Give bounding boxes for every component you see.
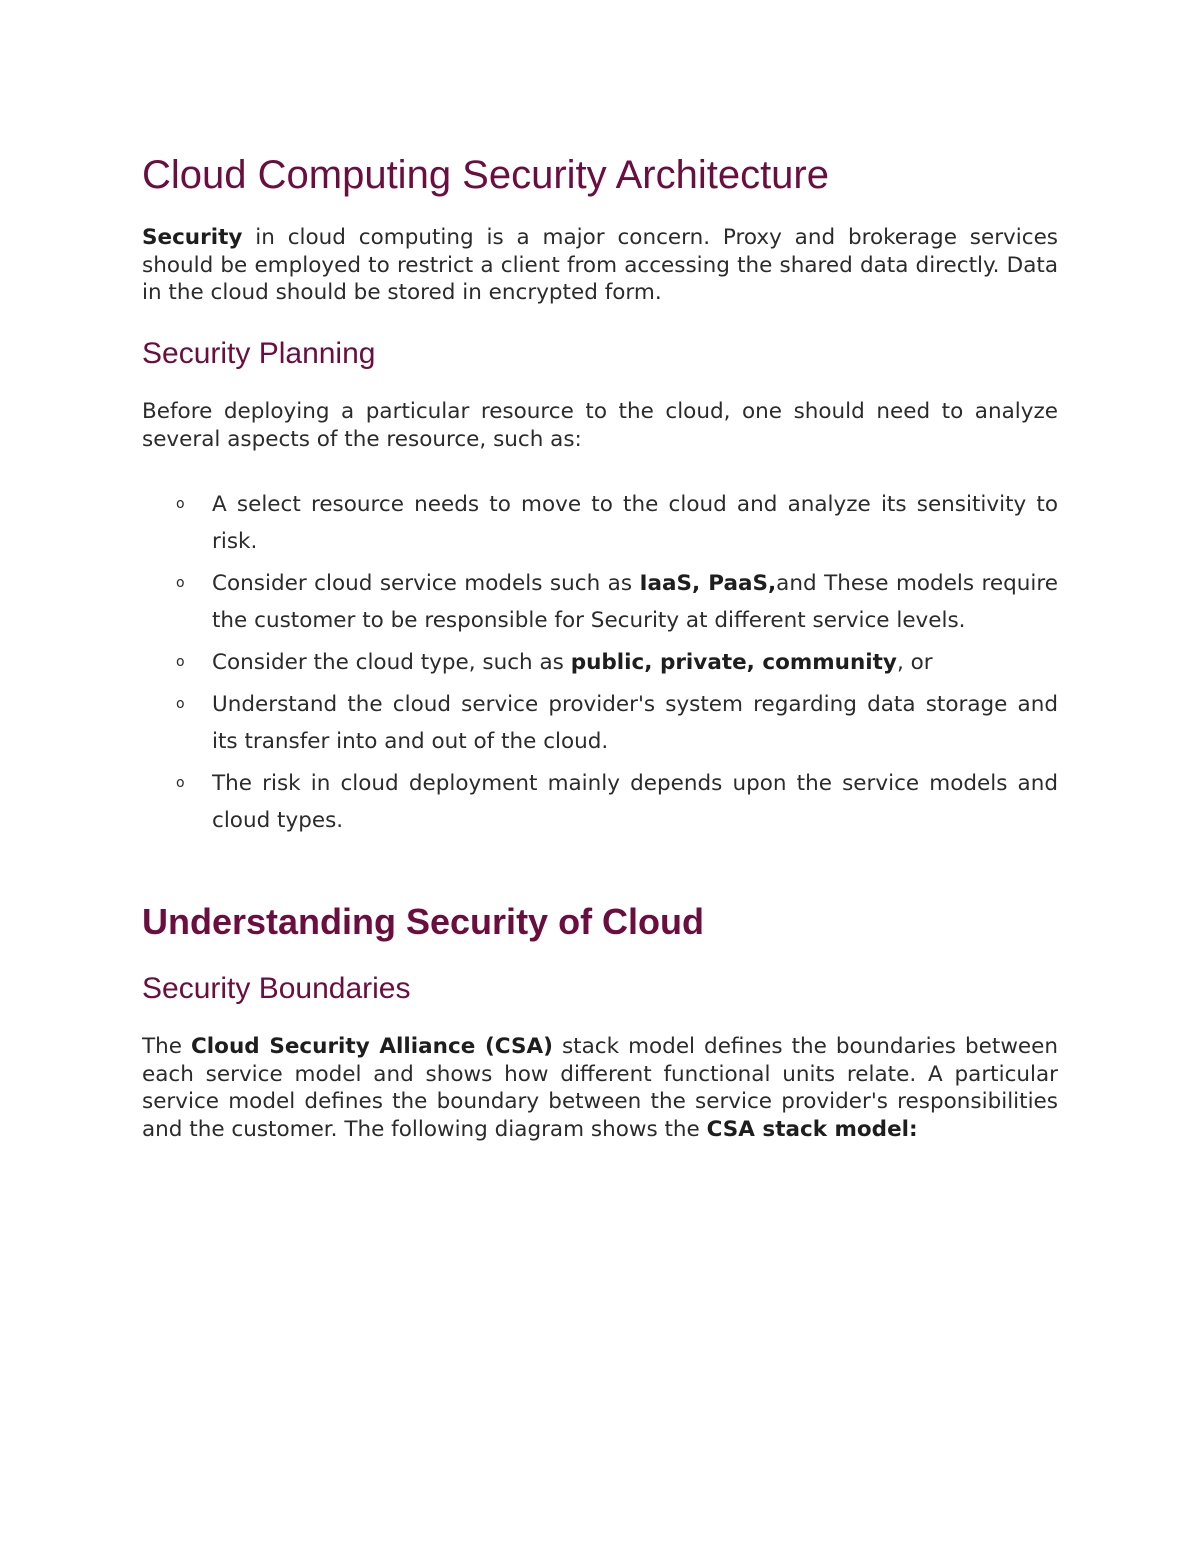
csa-bold-stack-model: CSA stack model: bbox=[706, 1116, 918, 1142]
bullet-circle-icon: o bbox=[176, 654, 185, 670]
bullet-circle-icon: o bbox=[176, 496, 185, 512]
planning-bullet-list bbox=[142, 486, 1058, 844]
bullet-text: A select resource needs to move to the cloud and analyze its sensitivity to risk. bbox=[212, 492, 1058, 554]
bullet-bold-types: public, private, community bbox=[570, 650, 897, 675]
planning-paragraph: Before deploying a particular resource to the cloud, one should need to analyze several aspects of the resource, such as: bbox=[142, 399, 1058, 452]
bullet-text-pre: Consider cloud service models such as bbox=[212, 571, 640, 596]
csa-text-pre: The bbox=[142, 1034, 192, 1059]
bullet-circle-icon: o bbox=[176, 775, 185, 791]
bullet-text-pre: Consider the cloud type, such as bbox=[212, 650, 571, 675]
bullet-text: The risk in cloud deployment mainly depends upon the service models and cloud types. bbox=[212, 771, 1058, 833]
intro-text: in cloud computing is a major concern. Proxy and brokerage services should be employed to restrict a client from accessing the shared data directly. Data in the cloud should be stored in encrypted form. bbox=[142, 225, 1058, 305]
page-title: Cloud Computing Security Architecture bbox=[142, 153, 829, 197]
security-boundaries-heading: Security Boundaries bbox=[142, 972, 411, 1005]
list-item bbox=[142, 644, 1058, 681]
understanding-security-heading: Understanding Security of Cloud bbox=[142, 901, 705, 942]
bullet-text: Understand the cloud service provider's system regarding data storage and its transfer into and out of the cloud. bbox=[212, 692, 1058, 754]
intro-bold-lead: Security bbox=[142, 225, 243, 250]
bullet-bold-models: IaaS, PaaS, bbox=[639, 571, 777, 596]
intro-paragraph bbox=[142, 224, 1058, 307]
bullet-text-post: , or bbox=[896, 650, 933, 675]
list-item bbox=[142, 565, 1058, 639]
bullet-text-post: and These models require the customer to be responsible for Security at different service levels. bbox=[212, 571, 1058, 633]
bullet-circle-icon: o bbox=[176, 575, 185, 591]
security-planning-heading: Security Planning bbox=[142, 337, 376, 370]
list-item bbox=[142, 686, 1058, 760]
list-item bbox=[142, 486, 1058, 560]
list-item bbox=[142, 765, 1058, 839]
csa-paragraph bbox=[142, 1033, 1058, 1143]
csa-bold-alliance: Cloud Security Alliance (CSA) bbox=[191, 1034, 553, 1059]
csa-text-mid: stack model defines the boundaries between each service model and shows how different functional units relate. A particular service model defines the boundary between the service provider's responsibilities and the customer. The following diagram shows the bbox=[142, 1034, 1059, 1142]
bullet-circle-icon: o bbox=[176, 696, 185, 712]
